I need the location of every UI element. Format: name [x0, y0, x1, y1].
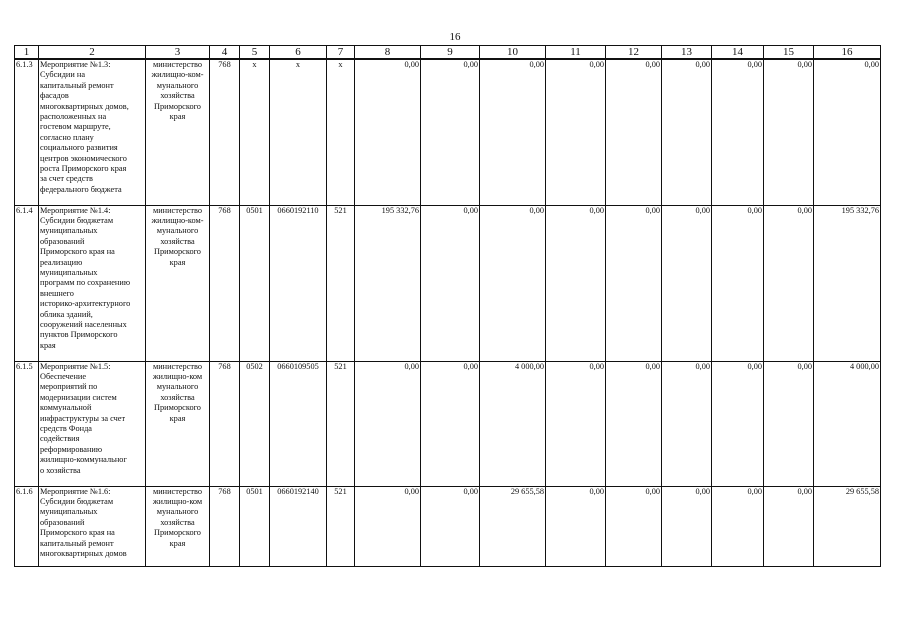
ministry-code: 768: [210, 361, 240, 486]
executor: министерство жилищно-ком- мунального хозяйства Приморского края: [146, 205, 210, 361]
section-code: 0502: [240, 361, 270, 486]
table-row: [15, 205, 881, 361]
value-cell: 0,00: [764, 486, 814, 566]
measure-name: Мероприятие №1.4: Субсидии бюджетам муниципальных образований Приморского края на реализацию муниципальных программ по сохранению внешнего историко-архитектурного облика зданий, сооружений населенных пунктов Приморского края: [39, 205, 146, 361]
value-cell: 0,00: [764, 205, 814, 361]
value-cell: 0,00: [355, 59, 421, 205]
value-cell: 4 000,00: [480, 361, 546, 486]
header-row: [15, 46, 881, 60]
value-cell: 0,00: [712, 205, 764, 361]
value-cell: 29 655,58: [480, 486, 546, 566]
section-code: 0501: [240, 205, 270, 361]
column-header: 1: [15, 46, 39, 60]
row-number: 6.1.4: [15, 205, 39, 361]
column-header: 6: [270, 46, 327, 60]
value-cell: 0,00: [421, 486, 480, 566]
row-number: 6.1.3: [15, 59, 39, 205]
total-cell: 4 000,00: [814, 361, 881, 486]
column-header: 12: [606, 46, 662, 60]
column-header: 3: [146, 46, 210, 60]
table-row: [15, 361, 881, 486]
value-cell: 0,00: [480, 205, 546, 361]
value-cell: 0,00: [421, 361, 480, 486]
value-cell: 0,00: [546, 59, 606, 205]
value-cell: 0,00: [764, 59, 814, 205]
value-cell: 0,00: [764, 361, 814, 486]
value-cell: 0,00: [606, 59, 662, 205]
value-cell: 0,00: [712, 59, 764, 205]
value-cell: 0,00: [421, 205, 480, 361]
value-cell: 0,00: [662, 361, 712, 486]
value-cell: 0,00: [606, 361, 662, 486]
value-cell: 0,00: [355, 486, 421, 566]
column-header: 15: [764, 46, 814, 60]
target-article-code: 0660192140: [270, 486, 327, 566]
total-cell: 195 332,76: [814, 205, 881, 361]
row-number: 6.1.6: [15, 486, 39, 566]
ministry-code: 768: [210, 486, 240, 566]
value-cell: 0,00: [480, 59, 546, 205]
value-cell: 0,00: [606, 205, 662, 361]
table-row: [15, 486, 881, 566]
target-article-code: 0660192110: [270, 205, 327, 361]
expense-type-code: x: [327, 59, 355, 205]
value-cell: 0,00: [606, 486, 662, 566]
executor: министерство жилищно-ком мунального хозяйства Приморского края: [146, 361, 210, 486]
value-cell: 0,00: [662, 205, 712, 361]
column-header: 7: [327, 46, 355, 60]
column-header: 10: [480, 46, 546, 60]
value-cell: 0,00: [662, 486, 712, 566]
column-header: 14: [712, 46, 764, 60]
value-cell: 195 332,76: [355, 205, 421, 361]
column-header: 8: [355, 46, 421, 60]
expense-type-code: 521: [327, 205, 355, 361]
column-header: 13: [662, 46, 712, 60]
executor: министерство жилищно-ком мунального хозяйства Приморского края: [146, 486, 210, 566]
value-cell: 0,00: [546, 205, 606, 361]
program-measures-table: [14, 45, 881, 567]
expense-type-code: 521: [327, 361, 355, 486]
expense-type-code: 521: [327, 486, 355, 566]
value-cell: 0,00: [546, 361, 606, 486]
measure-name: Мероприятие №1.3: Субсидии на капитальный ремонт фасадов многоквартирных домов, расположенных на гостевом маршруте, согласно плану социального развития центров экономического роста Приморского края за счет средств федерального бюджета: [39, 59, 146, 205]
row-number: 6.1.5: [15, 361, 39, 486]
executor: министерство жилищно-ком- мунального хозяйства Приморского края: [146, 59, 210, 205]
column-header: 16: [814, 46, 881, 60]
ministry-code: 768: [210, 205, 240, 361]
target-article-code: 0660109505: [270, 361, 327, 486]
section-code: x: [240, 59, 270, 205]
value-cell: 0,00: [712, 361, 764, 486]
value-cell: 0,00: [355, 361, 421, 486]
page-number: 16: [449, 31, 461, 43]
column-header: 11: [546, 46, 606, 60]
total-cell: 29 655,58: [814, 486, 881, 566]
column-header: 4: [210, 46, 240, 60]
measure-name: Мероприятие №1.5: Обеспечение мероприятий по модернизации систем коммунальной инфраструктуры за счет средств Фонда содействия реформированию жилищно-коммунальног о хозяйства: [39, 361, 146, 486]
column-header: 9: [421, 46, 480, 60]
value-cell: 0,00: [712, 486, 764, 566]
target-article-code: x: [270, 59, 327, 205]
column-header: 2: [39, 46, 146, 60]
section-code: 0501: [240, 486, 270, 566]
value-cell: 0,00: [421, 59, 480, 205]
table-row: [15, 59, 881, 205]
ministry-code: 768: [210, 59, 240, 205]
value-cell: 0,00: [662, 59, 712, 205]
column-header: 5: [240, 46, 270, 60]
measure-name: Мероприятие №1.6: Субсидии бюджетам муниципальных образований Приморского края на капитальный ремонт многоквартирных домов: [39, 486, 146, 566]
value-cell: 0,00: [546, 486, 606, 566]
total-cell: 0,00: [814, 59, 881, 205]
